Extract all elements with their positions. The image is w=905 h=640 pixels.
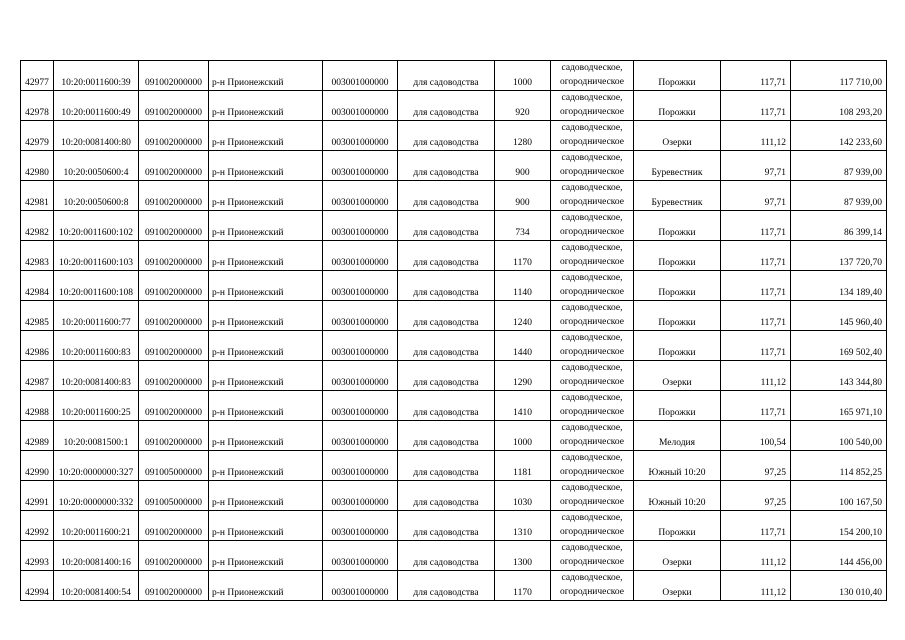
cadastral-number-cell: 10:20:0050600:4 [54, 151, 139, 181]
land-use-line-1: садоводческое, [561, 513, 623, 523]
unit-price-cell: 117,71 [721, 91, 791, 121]
okato-code-cell: 003001000000 [323, 571, 398, 601]
table-row [21, 391, 887, 421]
okato-code-cell: 003001000000 [323, 211, 398, 241]
kladr-code-cell: 091002000000 [139, 421, 209, 451]
table-row [21, 421, 887, 451]
district-cell: р-н Прионежский [209, 121, 323, 151]
land-use-line-1: садоводческое, [561, 363, 623, 373]
unit-price-cell: 100,54 [721, 421, 791, 451]
total-value-cell: 144 456,00 [791, 541, 887, 571]
okato-code-cell: 003001000000 [323, 511, 398, 541]
kladr-code-cell: 091002000000 [139, 121, 209, 151]
settlement-cell: Порожки [634, 61, 721, 91]
area-cell: 900 [495, 151, 551, 181]
unit-price-cell: 97,25 [721, 481, 791, 511]
kladr-code-cell: 091002000000 [139, 511, 209, 541]
purpose-cell: для садоводства [398, 241, 495, 271]
land-use-cell [551, 361, 634, 391]
table-row [21, 241, 887, 271]
land-use-line-1: садоводческое, [561, 63, 623, 73]
kladr-code-cell: 091002000000 [139, 271, 209, 301]
land-use-cell [551, 451, 634, 481]
land-use-cell [551, 121, 634, 151]
settlement-cell: Порожки [634, 511, 721, 541]
total-value-cell: 86 399,14 [791, 211, 887, 241]
land-use-line-1: садоводческое, [561, 123, 623, 133]
cadastral-number-cell: 10:20:0050600:8 [54, 181, 139, 211]
unit-price-cell: 97,71 [721, 151, 791, 181]
purpose-cell: для садоводства [398, 181, 495, 211]
unit-price-cell: 111,12 [721, 121, 791, 151]
area-cell: 1310 [495, 511, 551, 541]
area-cell: 1000 [495, 61, 551, 91]
district-cell: р-н Прионежский [209, 571, 323, 601]
district-cell: р-н Прионежский [209, 91, 323, 121]
row-number-cell: 42979 [21, 121, 54, 151]
purpose-cell: для садоводства [398, 91, 495, 121]
purpose-cell: для садоводства [398, 121, 495, 151]
land-use-line-1: садоводческое, [561, 303, 623, 313]
table-row [21, 451, 887, 481]
okato-code-cell: 003001000000 [323, 301, 398, 331]
area-cell: 1300 [495, 541, 551, 571]
settlement-cell: Озерки [634, 361, 721, 391]
unit-price-cell: 97,25 [721, 451, 791, 481]
kladr-code-cell: 091002000000 [139, 331, 209, 361]
cadastral-number-cell: 10:20:0011600:103 [54, 241, 139, 271]
settlement-cell: Озерки [634, 541, 721, 571]
area-cell: 900 [495, 181, 551, 211]
land-use-line-1: садоводческое, [561, 93, 623, 103]
settlement-cell: Порожки [634, 331, 721, 361]
area-cell: 1140 [495, 271, 551, 301]
land-use-line-1: садоводческое, [561, 243, 623, 253]
settlement-cell: Буревестник [634, 151, 721, 181]
district-cell: р-н Прионежский [209, 361, 323, 391]
row-number-cell: 42978 [21, 91, 54, 121]
okato-code-cell: 003001000000 [323, 451, 398, 481]
row-number-cell: 42990 [21, 451, 54, 481]
district-cell: р-н Прионежский [209, 181, 323, 211]
table-row [21, 301, 887, 331]
row-number-cell: 42994 [21, 571, 54, 601]
table-body [21, 61, 887, 601]
land-use-cell [551, 481, 634, 511]
settlement-cell: Порожки [634, 241, 721, 271]
land-use-line-2: огородническое [559, 527, 625, 537]
table-row [21, 121, 887, 151]
cadastral-number-cell: 10:20:0000000:332 [54, 481, 139, 511]
okato-code-cell: 003001000000 [323, 61, 398, 91]
settlement-cell: Порожки [634, 271, 721, 301]
unit-price-cell: 117,71 [721, 61, 791, 91]
kladr-code-cell: 091002000000 [139, 541, 209, 571]
unit-price-cell: 111,12 [721, 361, 791, 391]
row-number-cell: 42989 [21, 421, 54, 451]
land-use-cell [551, 181, 634, 211]
land-use-line-2: огородническое [559, 227, 625, 237]
kladr-code-cell: 091002000000 [139, 91, 209, 121]
land-use-cell [551, 301, 634, 331]
unit-price-cell: 117,71 [721, 511, 791, 541]
land-use-line-1: садоводческое, [561, 333, 623, 343]
cadastral-number-cell: 10:20:0081400:83 [54, 361, 139, 391]
land-use-line-2: огородническое [559, 557, 625, 567]
cadastral-number-cell: 10:20:0011600:77 [54, 301, 139, 331]
settlement-cell: Порожки [634, 211, 721, 241]
total-value-cell: 100 167,50 [791, 481, 887, 511]
settlement-cell: Порожки [634, 391, 721, 421]
area-cell: 1240 [495, 301, 551, 331]
land-use-cell [551, 391, 634, 421]
land-use-line-1: садоводческое, [561, 393, 623, 403]
settlement-cell: Порожки [634, 91, 721, 121]
land-use-line-2: огородническое [559, 167, 625, 177]
land-use-line-1: садоводческое, [561, 213, 623, 223]
district-cell: р-н Прионежский [209, 331, 323, 361]
land-use-line-1: садоводческое, [561, 273, 623, 283]
area-cell: 1181 [495, 451, 551, 481]
district-cell: р-н Прионежский [209, 211, 323, 241]
row-number-cell: 42992 [21, 511, 54, 541]
okato-code-cell: 003001000000 [323, 121, 398, 151]
table-row [21, 211, 887, 241]
kladr-code-cell: 091002000000 [139, 571, 209, 601]
cadastral-number-cell: 10:20:0081400:54 [54, 571, 139, 601]
land-use-cell [551, 271, 634, 301]
total-value-cell: 143 344,80 [791, 361, 887, 391]
row-number-cell: 42991 [21, 481, 54, 511]
unit-price-cell: 111,12 [721, 541, 791, 571]
area-cell: 1440 [495, 331, 551, 361]
land-use-line-2: огородническое [559, 407, 625, 417]
unit-price-cell: 117,71 [721, 391, 791, 421]
land-use-line-1: садоводческое, [561, 483, 623, 493]
purpose-cell: для садоводства [398, 151, 495, 181]
area-cell: 1170 [495, 241, 551, 271]
okato-code-cell: 003001000000 [323, 421, 398, 451]
okato-code-cell: 003001000000 [323, 361, 398, 391]
purpose-cell: для садоводства [398, 571, 495, 601]
total-value-cell: 130 010,40 [791, 571, 887, 601]
land-use-cell [551, 241, 634, 271]
settlement-cell: Мелодия [634, 421, 721, 451]
row-number-cell: 42980 [21, 151, 54, 181]
total-value-cell: 142 233,60 [791, 121, 887, 151]
total-value-cell: 134 189,40 [791, 271, 887, 301]
land-use-line-2: огородническое [559, 287, 625, 297]
area-cell: 1290 [495, 361, 551, 391]
okato-code-cell: 003001000000 [323, 391, 398, 421]
total-value-cell: 154 200,10 [791, 511, 887, 541]
land-use-line-2: огородническое [559, 197, 625, 207]
unit-price-cell: 111,12 [721, 571, 791, 601]
purpose-cell: для садоводства [398, 391, 495, 421]
unit-price-cell: 117,71 [721, 271, 791, 301]
total-value-cell: 145 960,40 [791, 301, 887, 331]
kladr-code-cell: 091005000000 [139, 481, 209, 511]
purpose-cell: для садоводства [398, 451, 495, 481]
land-use-line-1: садоводческое, [561, 153, 623, 163]
district-cell: р-н Прионежский [209, 241, 323, 271]
cadastral-number-cell: 10:20:0000000:327 [54, 451, 139, 481]
district-cell: р-н Прионежский [209, 391, 323, 421]
okato-code-cell: 003001000000 [323, 241, 398, 271]
land-use-line-1: садоводческое, [561, 543, 623, 553]
land-use-cell [551, 211, 634, 241]
total-value-cell: 169 502,40 [791, 331, 887, 361]
district-cell: р-н Прионежский [209, 301, 323, 331]
settlement-cell: Буревестник [634, 181, 721, 211]
area-cell: 1030 [495, 481, 551, 511]
area-cell: 1170 [495, 571, 551, 601]
cadastral-number-cell: 10:20:0011600:39 [54, 61, 139, 91]
kladr-code-cell: 091005000000 [139, 451, 209, 481]
row-number-cell: 42985 [21, 301, 54, 331]
okato-code-cell: 003001000000 [323, 271, 398, 301]
total-value-cell: 87 939,00 [791, 181, 887, 211]
cadastral-number-cell: 10:20:0011600:102 [54, 211, 139, 241]
table-row [21, 151, 887, 181]
land-use-line-2: огородническое [559, 467, 625, 477]
district-cell: р-н Прионежский [209, 421, 323, 451]
table-row [21, 271, 887, 301]
total-value-cell: 137 720,70 [791, 241, 887, 271]
purpose-cell: для садоводства [398, 301, 495, 331]
total-value-cell: 100 540,00 [791, 421, 887, 451]
kladr-code-cell: 091002000000 [139, 391, 209, 421]
table-row [21, 481, 887, 511]
district-cell: р-н Прионежский [209, 271, 323, 301]
area-cell: 920 [495, 91, 551, 121]
district-cell: р-н Прионежский [209, 481, 323, 511]
cadastral-table [20, 60, 887, 601]
row-number-cell: 42988 [21, 391, 54, 421]
okato-code-cell: 003001000000 [323, 331, 398, 361]
land-use-cell [551, 61, 634, 91]
total-value-cell: 117 710,00 [791, 61, 887, 91]
cadastral-number-cell: 10:20:0081400:16 [54, 541, 139, 571]
total-value-cell: 108 293,20 [791, 91, 887, 121]
district-cell: р-н Прионежский [209, 451, 323, 481]
land-use-line-2: огородническое [559, 107, 625, 117]
purpose-cell: для садоводства [398, 211, 495, 241]
district-cell: р-н Прионежский [209, 61, 323, 91]
cadastral-number-cell: 10:20:0011600:49 [54, 91, 139, 121]
land-use-cell [551, 331, 634, 361]
row-number-cell: 42984 [21, 271, 54, 301]
table-row [21, 541, 887, 571]
unit-price-cell: 117,71 [721, 301, 791, 331]
settlement-cell: Озерки [634, 571, 721, 601]
kladr-code-cell: 091002000000 [139, 241, 209, 271]
row-number-cell: 42986 [21, 331, 54, 361]
okato-code-cell: 003001000000 [323, 151, 398, 181]
kladr-code-cell: 091002000000 [139, 361, 209, 391]
table-row [21, 511, 887, 541]
row-number-cell: 42981 [21, 181, 54, 211]
land-use-line-2: огородническое [559, 377, 625, 387]
cadastral-number-cell: 10:20:0011600:21 [54, 511, 139, 541]
purpose-cell: для садоводства [398, 61, 495, 91]
row-number-cell: 42993 [21, 541, 54, 571]
unit-price-cell: 117,71 [721, 331, 791, 361]
document-page [20, 60, 886, 601]
row-number-cell: 42977 [21, 61, 54, 91]
settlement-cell: Порожки [634, 301, 721, 331]
row-number-cell: 42982 [21, 211, 54, 241]
total-value-cell: 114 852,25 [791, 451, 887, 481]
settlement-cell: Южный 10:20 [634, 481, 721, 511]
kladr-code-cell: 091002000000 [139, 181, 209, 211]
cadastral-number-cell: 10:20:0081400:80 [54, 121, 139, 151]
land-use-cell [551, 91, 634, 121]
table-row [21, 91, 887, 121]
land-use-line-2: огородническое [559, 77, 625, 87]
land-use-line-2: огородническое [559, 587, 625, 597]
cadastral-number-cell: 10:20:0011600:83 [54, 331, 139, 361]
land-use-cell [551, 421, 634, 451]
land-use-cell [551, 511, 634, 541]
cadastral-number-cell: 10:20:0081500:1 [54, 421, 139, 451]
settlement-cell: Озерки [634, 121, 721, 151]
settlement-cell: Южный 10:20 [634, 451, 721, 481]
kladr-code-cell: 091002000000 [139, 61, 209, 91]
land-use-line-1: садоводческое, [561, 183, 623, 193]
cadastral-number-cell: 10:20:0011600:25 [54, 391, 139, 421]
land-use-cell [551, 151, 634, 181]
district-cell: р-н Прионежский [209, 541, 323, 571]
area-cell: 734 [495, 211, 551, 241]
table-row [21, 361, 887, 391]
land-use-cell [551, 571, 634, 601]
area-cell: 1280 [495, 121, 551, 151]
land-use-line-1: садоводческое, [561, 573, 623, 583]
purpose-cell: для садоводства [398, 421, 495, 451]
land-use-line-1: садоводческое, [561, 423, 623, 433]
purpose-cell: для садоводства [398, 511, 495, 541]
unit-price-cell: 97,71 [721, 181, 791, 211]
land-use-line-2: огородническое [559, 137, 625, 147]
purpose-cell: для садоводства [398, 481, 495, 511]
land-use-line-1: садоводческое, [561, 453, 623, 463]
district-cell: р-н Прионежский [209, 151, 323, 181]
okato-code-cell: 003001000000 [323, 481, 398, 511]
table-row [21, 61, 887, 91]
area-cell: 1410 [495, 391, 551, 421]
unit-price-cell: 117,71 [721, 211, 791, 241]
kladr-code-cell: 091002000000 [139, 301, 209, 331]
purpose-cell: для садоводства [398, 271, 495, 301]
land-use-line-2: огородническое [559, 497, 625, 507]
unit-price-cell: 117,71 [721, 241, 791, 271]
kladr-code-cell: 091002000000 [139, 211, 209, 241]
okato-code-cell: 003001000000 [323, 91, 398, 121]
row-number-cell: 42987 [21, 361, 54, 391]
purpose-cell: для садоводства [398, 541, 495, 571]
land-use-line-2: огородническое [559, 437, 625, 447]
row-number-cell: 42983 [21, 241, 54, 271]
cadastral-number-cell: 10:20:0011600:108 [54, 271, 139, 301]
okato-code-cell: 003001000000 [323, 181, 398, 211]
kladr-code-cell: 091002000000 [139, 151, 209, 181]
land-use-line-2: огородническое [559, 347, 625, 357]
total-value-cell: 87 939,00 [791, 151, 887, 181]
table-row [21, 571, 887, 601]
land-use-line-2: огородническое [559, 257, 625, 267]
land-use-line-2: огородническое [559, 317, 625, 327]
total-value-cell: 165 971,10 [791, 391, 887, 421]
district-cell: р-н Прионежский [209, 511, 323, 541]
okato-code-cell: 003001000000 [323, 541, 398, 571]
table-row [21, 181, 887, 211]
land-use-cell [551, 541, 634, 571]
purpose-cell: для садоводства [398, 361, 495, 391]
table-row [21, 331, 887, 361]
purpose-cell: для садоводства [398, 331, 495, 361]
area-cell: 1000 [495, 421, 551, 451]
